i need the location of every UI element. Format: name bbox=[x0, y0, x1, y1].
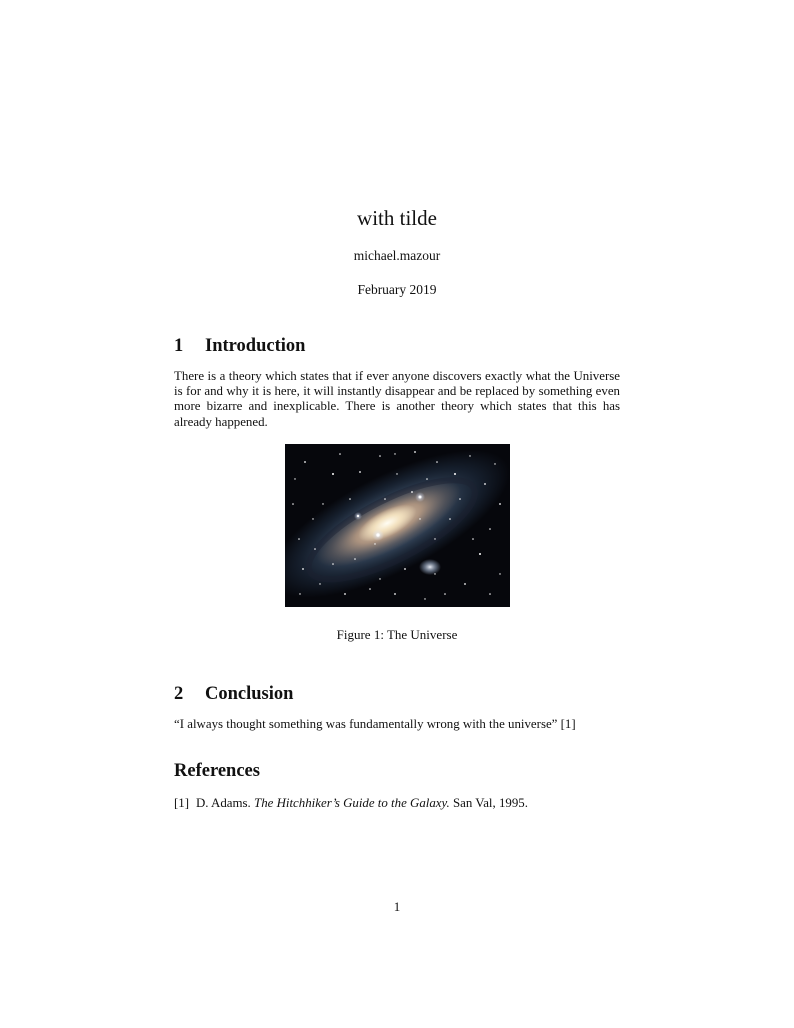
reference-authors: D. Adams. bbox=[196, 795, 251, 810]
figure-1 bbox=[174, 444, 620, 643]
reference-entry bbox=[174, 796, 620, 811]
reference-text bbox=[196, 796, 528, 811]
page-number: 1 bbox=[393, 899, 401, 914]
section-label: Introduction bbox=[205, 335, 306, 356]
conclusion-paragraph: “I always thought something was fundamentally wrong with the universe” [1] bbox=[174, 717, 576, 732]
section-number: 1 bbox=[174, 335, 184, 356]
figure-caption: Figure 1: The Universe bbox=[336, 626, 458, 642]
introduction-paragraph: There is a theory which states that if ever anyone discovers exactly what the Universe is for and why it is here, it will instantly disappear and be replaced by something even more bizarre and inexplicable. There is another theory which states that this has already happened. bbox=[174, 368, 620, 429]
reference-publisher: San Val, 1995. bbox=[452, 795, 528, 810]
references-heading: References bbox=[174, 761, 260, 782]
reference-marker: [1] bbox=[174, 795, 190, 810]
document-author: michael.mazour bbox=[353, 248, 441, 264]
section-heading-conclusion bbox=[174, 684, 620, 704]
andromeda-galaxy-photo bbox=[285, 444, 510, 607]
document-date: February 2019 bbox=[357, 282, 437, 298]
section-label: Conclusion bbox=[205, 683, 294, 704]
text-column bbox=[174, 0, 620, 811]
reference-title: The Hitchhiker’s Guide to the Galaxy. bbox=[254, 795, 450, 810]
document-title: with tilde bbox=[357, 206, 437, 230]
section-heading-introduction bbox=[174, 336, 620, 356]
section-number: 2 bbox=[174, 683, 184, 704]
